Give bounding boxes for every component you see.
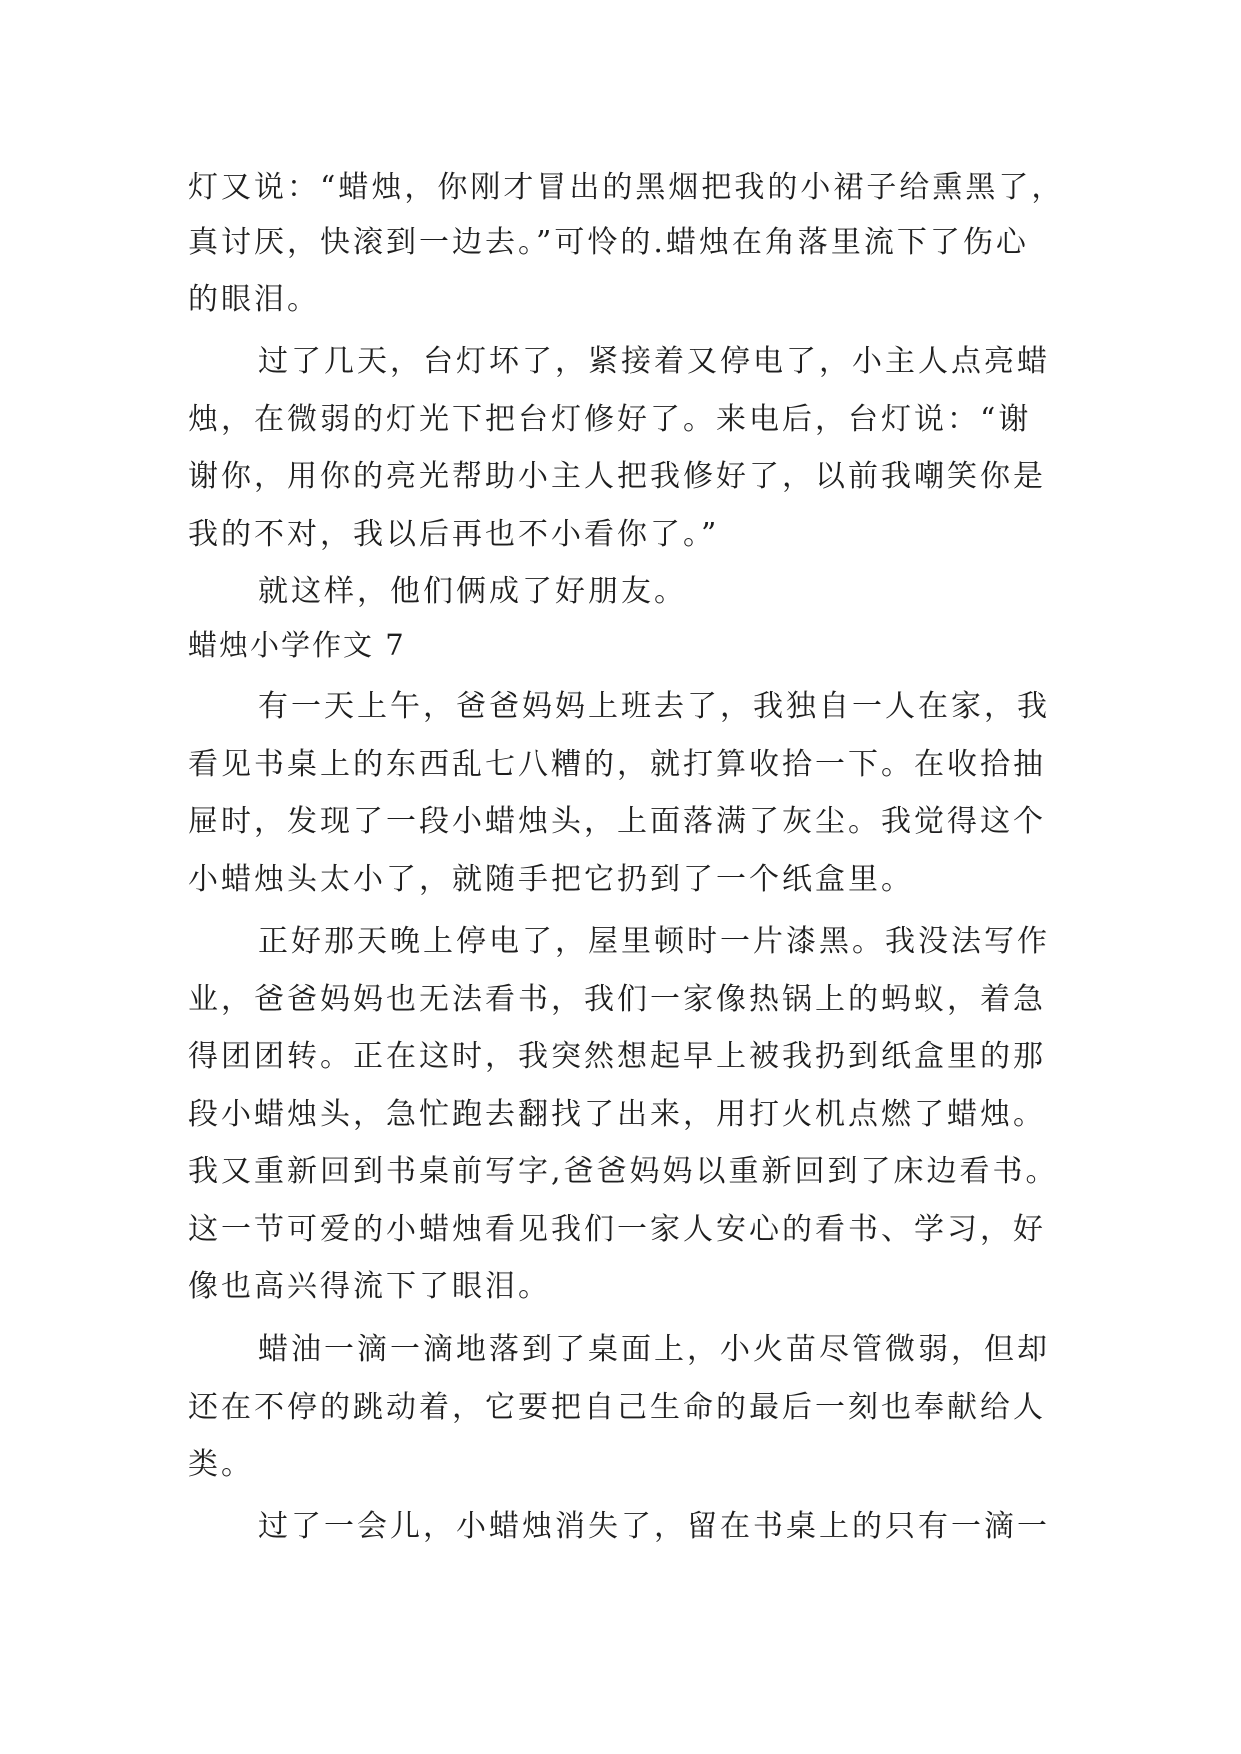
text-line: 看见书桌上的东西乱七八糟的，就打算收拾一下。在收拾抽 [188, 747, 1046, 782]
text-line: 业，爸爸妈妈也无法看书，我们一家像热锅上的蚂蚁，着急 [188, 982, 1046, 1017]
text-line: 就这样，他们俩成了好朋友。 [258, 574, 687, 609]
text-line: 的眼泪。 [188, 282, 320, 317]
text-line: 这一节可爱的小蜡烛看见我们一家人安心的看书、学习，好 [188, 1212, 1046, 1247]
text-line: 得团团转。正在这时，我突然想起早上被我扔到纸盒里的那 [188, 1039, 1046, 1074]
text-line: 我又重新回到书桌前写字,爸爸妈妈以重新回到了床边看书。 [188, 1154, 1059, 1189]
text-line: 谢你，用你的亮光帮助小主人把我修好了，以前我嘲笑你是 [188, 459, 1046, 494]
text-line: 蜡油一滴一滴地落到了桌面上，小火苗尽管微弱，但却 [258, 1332, 1050, 1367]
text-line: 过了几天，台灯坏了，紧接着又停电了，小主人点亮蜡 [258, 344, 1050, 379]
text-line: 我的不对，我以后再也不小看你了。” [188, 517, 720, 552]
text-line: 屉时，发现了一段小蜡烛头，上面落满了灰尘。我觉得这个 [188, 804, 1046, 839]
text-line: 像也高兴得流下了眼泪。 [188, 1269, 551, 1304]
text-line: 小蜡烛头太小了，就随手把它扔到了一个纸盒里。 [188, 862, 914, 897]
text-line: 灯又说：“蜡烛，你刚才冒出的黑烟把我的小裙子给熏黑了， [188, 170, 1065, 205]
text-line: 类。 [188, 1447, 254, 1482]
text-line: 烛，在微弱的灯光下把台灯修好了。来电后，台灯说：“谢 [188, 402, 1032, 437]
text-line: 正好那天晚上停电了，屋里顿时一片漆黑。我没法写作 [258, 924, 1050, 959]
text-line: 有一天上午，爸爸妈妈上班去了，我独自一人在家，我 [258, 689, 1050, 724]
text-line: 段小蜡烛头，急忙跑去翻找了出来，用打火机点燃了蜡烛。 [188, 1097, 1046, 1132]
text-line: 还在不停的跳动着，它要把自己生命的最后一刻也奉献给人 [188, 1390, 1046, 1425]
text-line: 过了一会儿，小蜡烛消失了，留在书桌上的只有一滴一 [258, 1509, 1050, 1544]
section-heading: 蜡烛小学作文 7 [188, 628, 406, 662]
text-line: 真讨厌，快滚到一边去。”可怜的.蜡烛在角落里流下了伤心 [188, 225, 1029, 260]
